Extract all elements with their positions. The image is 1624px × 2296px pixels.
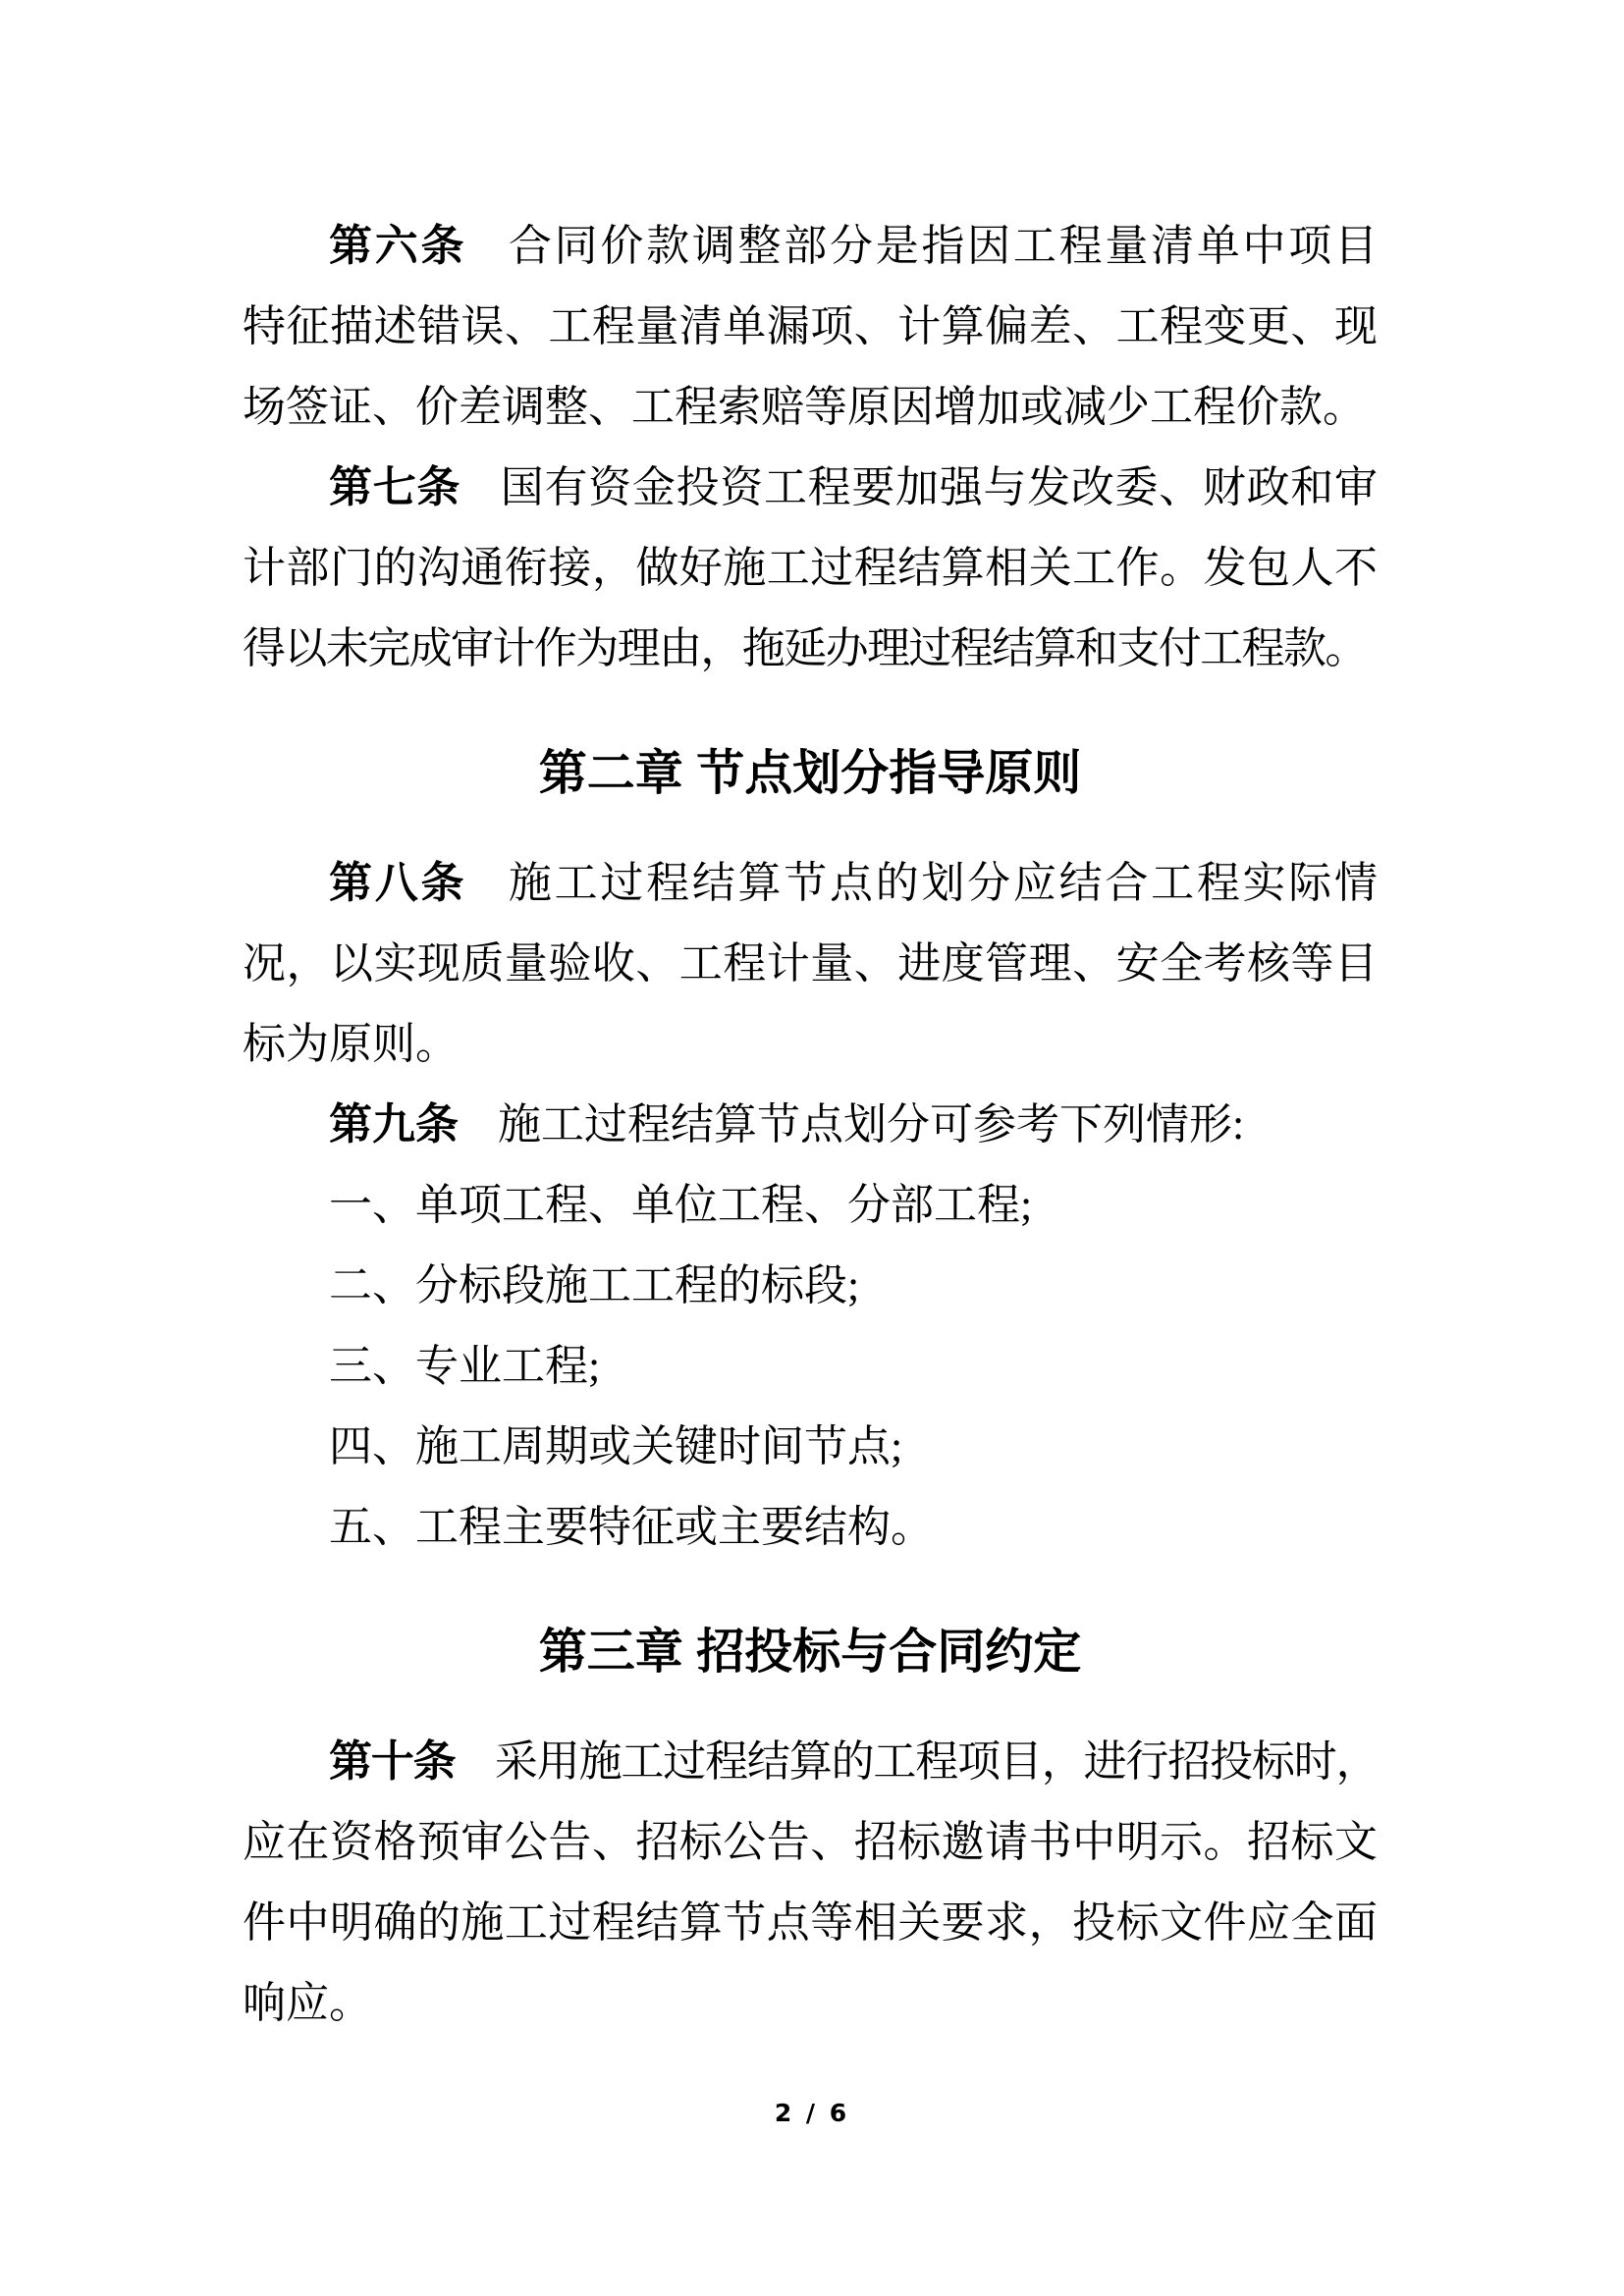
text-line [243, 206, 1378, 287]
article-8-line-1: 施工过程结算节点的划分应结合工程实际情 [506, 859, 1379, 907]
article-10-line-1: 采用施工过程结算的工程项目，进行招投标时， [494, 1737, 1378, 1786]
document-content [243, 206, 1378, 2044]
list-item: 二、分标段施工工程的标段; [329, 1261, 860, 1309]
article-7-line-3: 得以未完成审计作为理由，拖延办理过程结算和支付工程款。 [243, 624, 1367, 672]
article-7-line-1: 国有资金投资工程要加强与发改委、财政和审 [500, 463, 1379, 511]
article-6-label: 第六条 [329, 222, 467, 270]
settlement-node-list [243, 1165, 1378, 1568]
chapter-2-heading: 第二章 节点划分指导原则 [538, 747, 1082, 800]
article-8-line-2: 况，以实现质量验收、工程计量、进度管理、安全考核等目 [243, 939, 1378, 988]
list-item: 五、工程主要特征或主要结构。 [329, 1503, 934, 1551]
text-line [243, 448, 1378, 528]
article-6 [243, 206, 1378, 448]
text-line [243, 1722, 1378, 1802]
article-7-line-2: 计部门的沟通衔接，做好施工过程结算相关工作。发包人不 [243, 544, 1378, 592]
article-10-line-3: 件中明确的施工过程结算节点等相关要求，投标文件应全面 [243, 1898, 1378, 1947]
article-10-line-2: 应在资格预审公告、招标公告、招标邀请书中明示。招标文 [243, 1818, 1378, 1866]
article-6-line-2: 特征描述错误、工程量清单漏项、计算偏差、工程变更、现 [243, 302, 1378, 350]
list-item: 三、专业工程; [329, 1342, 601, 1390]
list-item: 四、施工周期或关键时间节点; [329, 1422, 903, 1470]
text-line [243, 843, 1378, 924]
article-9 [243, 1085, 1378, 1165]
page-number: 2 / 6 [774, 2099, 850, 2127]
list-item: 一、单项工程、单位工程、分部工程; [329, 1181, 1033, 1229]
article-8 [243, 843, 1378, 1085]
article-9-line-1: 施工过程结算节点划分可参考下列情形: [498, 1100, 1245, 1148]
article-9-label: 第九条 [329, 1100, 459, 1148]
article-8-line-3: 标为原则。 [243, 1020, 459, 1068]
chapter-3-heading: 第三章 招投标与合同约定 [538, 1626, 1082, 1679]
article-10 [243, 1722, 1378, 2044]
article-7-label: 第七条 [329, 463, 461, 511]
article-10-line-4: 响应。 [243, 1979, 372, 2027]
text-line [243, 1085, 1378, 1165]
article-8-label: 第八条 [329, 859, 467, 907]
article-6-line-3: 场签证、价差调整、工程索赔等原因增加或减少工程价款。 [243, 383, 1366, 431]
article-6-line-1: 合同价款调整部分是指因工程量清单中项目 [506, 222, 1379, 270]
article-7 [243, 448, 1378, 689]
article-10-label: 第十条 [329, 1737, 456, 1786]
